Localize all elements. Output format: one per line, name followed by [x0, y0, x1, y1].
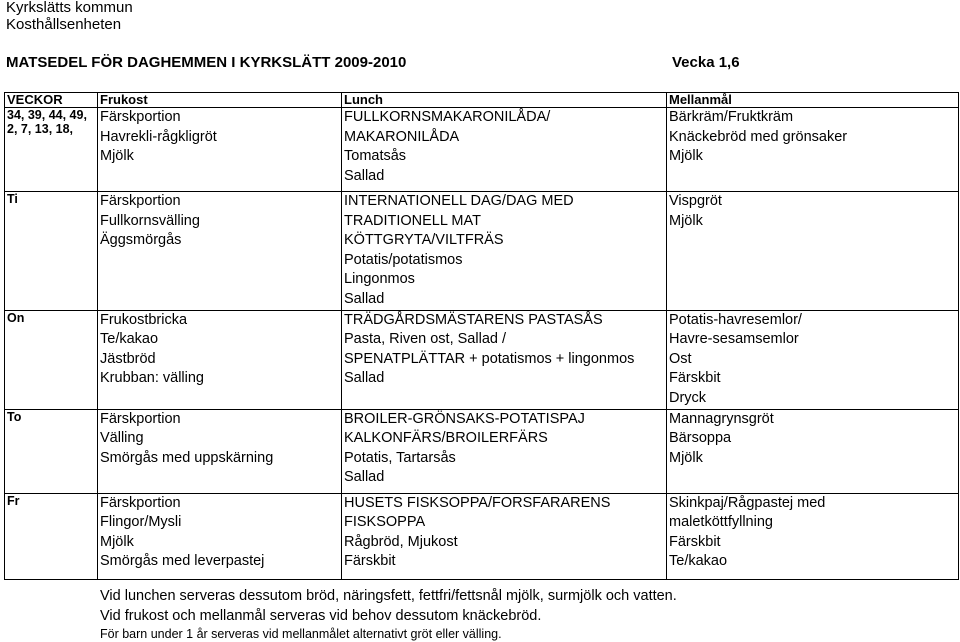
menu-item: Bärkräm/Fruktkräm	[669, 109, 794, 125]
menu-item: Mjölk	[669, 449, 703, 466]
lunch-cell	[342, 192, 667, 311]
menu-item: Te/kakao	[669, 553, 728, 570]
breakfast-cell	[98, 493, 342, 579]
page-title: MATSEDEL FÖR DAGHEMMEN I KYRKSLÄTT 2009-2010	[6, 54, 407, 71]
menu-table	[4, 92, 959, 580]
menu-item: Mannagrynsgröt	[669, 410, 774, 427]
menu-item: Smörgås med leverpastej	[100, 553, 265, 570]
menu-item: Färskbit	[344, 553, 396, 570]
menu-item: Pasta, Riven ost, Sallad /	[344, 331, 506, 348]
day-cell: To	[5, 409, 98, 493]
menu-item: Knäckebröd med grönsaker	[669, 128, 848, 145]
menu-item: Jästbröd	[100, 350, 156, 367]
menu-item: Mjölk	[669, 212, 703, 229]
menu-item: Krubban: välling	[100, 370, 204, 387]
snack-lines	[669, 410, 956, 469]
menu-item: Dryck	[669, 389, 707, 406]
menu-item: MAKARONILÅDA	[344, 128, 460, 145]
menu-item: Äggsmörgås	[100, 232, 182, 249]
menu-item: Sallad	[344, 370, 385, 387]
lunch-cell	[342, 493, 667, 579]
menu-item: Färskbit	[669, 370, 721, 387]
day-cell: On	[5, 310, 98, 409]
snack-cell	[667, 493, 959, 579]
menu-item: Potatis/potatismos	[344, 251, 463, 268]
menu-item: Frukostbricka	[100, 311, 188, 328]
header-snack: Mellanmål	[667, 93, 959, 108]
menu-item: Smörgås med uppskärning	[100, 449, 274, 466]
menu-item: Mjölk	[100, 148, 134, 165]
organization-name: Kyrkslätts kommun	[6, 0, 133, 16]
table-row	[5, 409, 959, 493]
breakfast-cell	[98, 409, 342, 493]
menu-item: Potatis, Tartarsås	[344, 449, 456, 466]
breakfast-lines	[100, 410, 339, 469]
snack-lines	[669, 494, 956, 572]
header-lunch: Lunch	[342, 93, 667, 108]
breakfast-lines	[100, 494, 339, 572]
menu-item: maletköttfyllning	[669, 514, 773, 531]
menu-item: FISKSOPPA	[344, 514, 426, 531]
snack-lines	[669, 108, 956, 167]
menu-item: Vispgröt	[669, 193, 722, 209]
breakfast-cell	[98, 108, 342, 192]
day-cell: Ti	[5, 192, 98, 311]
menu-item: Havre-sesamsemlor	[669, 331, 799, 348]
menu-item: Färskportion	[100, 494, 181, 511]
menu-item: Färskportion	[100, 109, 181, 125]
footnote-lunch: Vid lunchen serveras dessutom bröd, näringsfett, fettfri/fettsnål mjölk, surmjölk och vatten.	[100, 588, 677, 604]
menu-item: Lingonmos	[344, 271, 415, 288]
day-cell: Fr	[5, 493, 98, 579]
lunch-cell	[342, 310, 667, 409]
table-row	[5, 493, 959, 579]
breakfast-cell	[98, 192, 342, 311]
menu-item: Ost	[669, 350, 692, 367]
department-name: Kosthållsenheten	[6, 16, 122, 33]
menu-item: Sallad	[344, 167, 385, 184]
snack-lines	[669, 192, 956, 231]
menu-item: Mjölk	[669, 148, 703, 165]
menu-item: TRADITIONELL MAT	[344, 212, 481, 229]
menu-item: Välling	[100, 430, 144, 447]
breakfast-lines	[100, 192, 339, 251]
footnote-breakfast: Vid frukost och mellanmål serveras vid behov dessutom knäckebröd.	[100, 608, 542, 624]
footnote-infants: För barn under 1 år serveras vid mellanmålet alternativt gröt eller välling.	[100, 627, 502, 641]
lunch-lines	[344, 311, 664, 389]
menu-item: Rågbröd, Mjukost	[344, 533, 458, 550]
footnotes	[100, 586, 677, 642]
menu-item: Färskportion	[100, 193, 181, 209]
breakfast-lines	[100, 108, 339, 167]
menu-item: FULLKORNSMAKARONILÅDA/	[344, 109, 551, 125]
week-label: Vecka 1,6	[672, 54, 740, 71]
snack-cell	[667, 192, 959, 311]
menu-item: SPENATPLÄTTAR + potatismos + lingonmos	[344, 350, 635, 367]
breakfast-cell	[98, 310, 342, 409]
menu-item: HUSETS FISKSOPPA/FORSFARARENS	[344, 494, 611, 511]
day-cell: 34, 39, 44, 49, 2, 7, 13, 18,	[5, 108, 98, 192]
menu-item: Sallad	[344, 469, 385, 486]
header-breakfast: Frukost	[98, 93, 342, 108]
lunch-lines	[344, 410, 664, 488]
menu-item: Bärsoppa	[669, 430, 732, 447]
lunch-lines	[344, 192, 664, 310]
table-row	[5, 108, 959, 192]
lunch-cell	[342, 409, 667, 493]
menu-item: Färskportion	[100, 410, 181, 427]
menu-item: TRÄDGÅRDSMÄSTARENS PASTASÅS	[344, 311, 603, 328]
menu-item: Te/kakao	[100, 331, 159, 348]
menu-item: Flingor/Mysli	[100, 514, 182, 531]
snack-cell	[667, 409, 959, 493]
header-weeks: VECKOR	[5, 93, 98, 108]
menu-item: Sallad	[344, 290, 385, 307]
snack-lines	[669, 311, 956, 409]
table-header-row	[5, 93, 959, 108]
menu-item: Potatis-havresemlor/	[669, 311, 802, 328]
menu-item: INTERNATIONELL DAG/DAG MED	[344, 193, 574, 209]
menu-item: Havrekli-rågkligröt	[100, 128, 217, 145]
snack-cell	[667, 310, 959, 409]
snack-cell	[667, 108, 959, 192]
menu-item: Mjölk	[100, 533, 134, 550]
menu-item: KALKONFÄRS/BROILERFÄRS	[344, 430, 548, 447]
lunch-lines	[344, 108, 664, 186]
menu-item: Tomatsås	[344, 148, 407, 165]
menu-item: BROILER-GRÖNSAKS-POTATISPAJ	[344, 410, 585, 427]
table-row	[5, 310, 959, 409]
menu-item: Fullkornsvälling	[100, 212, 200, 229]
lunch-cell	[342, 108, 667, 192]
menu-item: KÖTTGRYTA/VILTFRÄS	[344, 232, 504, 249]
lunch-lines	[344, 494, 664, 572]
table-row	[5, 192, 959, 311]
menu-item: Skinkpaj/Rågpastej med	[669, 494, 826, 511]
breakfast-lines	[100, 311, 339, 389]
menu-item: Färskbit	[669, 533, 721, 550]
